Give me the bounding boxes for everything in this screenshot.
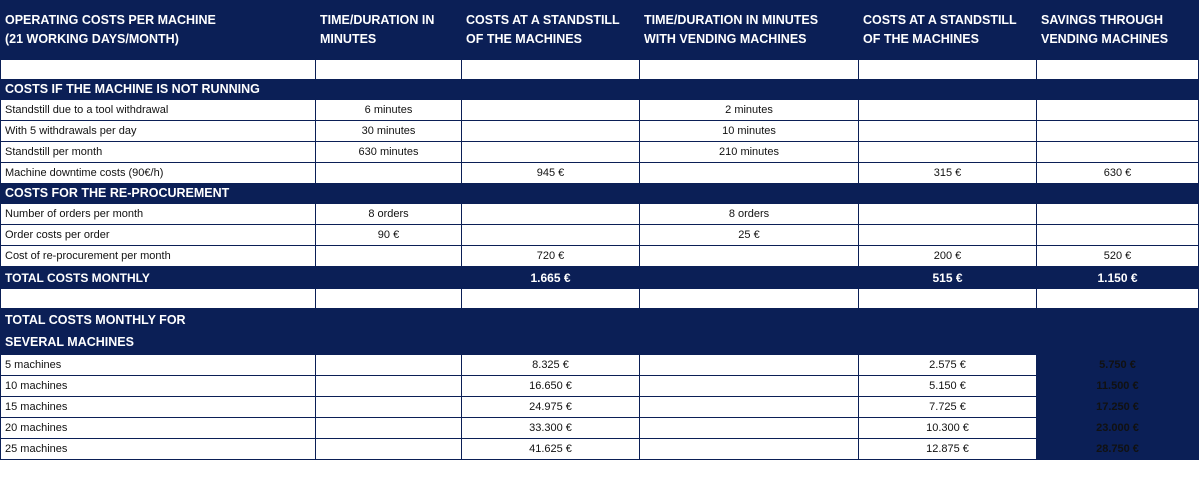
cell-time-vending: 8 orders (640, 204, 859, 225)
section-not-running-title: COSTS IF THE MACHINE IS NOT RUNNING (1, 80, 1199, 100)
cell-savings: 520 € (1037, 246, 1199, 267)
table-row (1, 246, 1199, 267)
row-label: Cost of re-procurement per month (1, 246, 316, 267)
cell-cost-vending (859, 225, 1037, 246)
section-heading (1, 184, 1199, 204)
cell-time-vending (640, 418, 859, 439)
cell-cost: 945 € (462, 163, 640, 184)
table-row (1, 121, 1199, 142)
row-label: With 5 withdrawals per day (1, 121, 316, 142)
row-label: Number of orders per month (1, 204, 316, 225)
cell-time (316, 376, 462, 397)
spacer-row (1, 289, 1199, 309)
cell-savings (1037, 225, 1199, 246)
cell-cost-vending: 12.875 € (859, 439, 1037, 460)
total-cost: 1.665 € (462, 267, 640, 289)
row-label: Standstill per month (1, 142, 316, 163)
row-label: 15 machines (1, 397, 316, 418)
cell-cost-vending: 5.150 € (859, 376, 1037, 397)
cell-cost-vending (859, 121, 1037, 142)
cell-time (316, 418, 462, 439)
spacer-row (1, 60, 1199, 80)
total-time-vending (640, 267, 859, 289)
cell-cost: 24.975 € (462, 397, 640, 418)
section-reprocurement-title: COSTS FOR THE RE-PROCUREMENT (1, 184, 1199, 204)
cell-time-vending (640, 439, 859, 460)
section-several-machines-title: TOTAL COSTS MONTHLY FOR SEVERAL MACHINES (1, 309, 1199, 355)
cell-cost (462, 204, 640, 225)
cell-cost (462, 121, 640, 142)
cell-savings: 5.750 € (1037, 355, 1199, 376)
table-row (1, 163, 1199, 184)
table-row (1, 225, 1199, 246)
cell-cost-vending: 315 € (859, 163, 1037, 184)
cell-time: 8 orders (316, 204, 462, 225)
cell-savings: 11.500 € (1037, 376, 1199, 397)
row-label: 20 machines (1, 418, 316, 439)
cell-cost: 33.300 € (462, 418, 640, 439)
row-label: 10 machines (1, 376, 316, 397)
cell-time (316, 355, 462, 376)
cell-savings: 17.250 € (1037, 397, 1199, 418)
header-operating-costs: OPERATING COSTS PER MACHINE (21 WORKING DAYS/MONTH) (1, 1, 316, 60)
row-label: Standstill due to a tool withdrawal (1, 100, 316, 121)
cell-time-vending (640, 397, 859, 418)
cell-savings: 630 € (1037, 163, 1199, 184)
table-row (1, 355, 1199, 376)
cell-cost-vending: 7.725 € (859, 397, 1037, 418)
cell-time: 6 minutes (316, 100, 462, 121)
header-standstill-costs-vending: COSTS AT A STANDSTILL OF THE MACHINES (859, 1, 1037, 60)
table-row (1, 439, 1199, 460)
cell-time-vending: 210 minutes (640, 142, 859, 163)
section-heading (1, 80, 1199, 100)
cell-cost-vending: 2.575 € (859, 355, 1037, 376)
table-row (1, 397, 1199, 418)
header-row (1, 1, 1199, 60)
cell-time (316, 246, 462, 267)
cell-cost-vending (859, 100, 1037, 121)
cell-cost (462, 142, 640, 163)
cell-time-vending (640, 355, 859, 376)
cell-time (316, 439, 462, 460)
total-savings: 1.150 € (1037, 267, 1199, 289)
header-standstill-costs: COSTS AT A STANDSTILL OF THE MACHINES (462, 1, 640, 60)
cell-cost-vending (859, 142, 1037, 163)
cell-savings (1037, 142, 1199, 163)
table-row (1, 204, 1199, 225)
cell-cost: 41.625 € (462, 439, 640, 460)
cell-savings (1037, 121, 1199, 142)
header-savings: SAVINGS THROUGH VENDING MACHINES (1037, 1, 1199, 60)
cell-cost-vending (859, 204, 1037, 225)
cell-cost (462, 100, 640, 121)
table-row (1, 376, 1199, 397)
cell-cost (462, 225, 640, 246)
cell-time (316, 397, 462, 418)
row-label: Machine downtime costs (90€/h) (1, 163, 316, 184)
cell-time-vending (640, 163, 859, 184)
total-label: TOTAL COSTS MONTHLY (1, 267, 316, 289)
cell-cost: 8.325 € (462, 355, 640, 376)
total-row (1, 267, 1199, 289)
header-time-vending: TIME/DURATION IN MINUTES WITH VENDING MACHINES (640, 1, 859, 60)
cell-time-vending: 10 minutes (640, 121, 859, 142)
table-row (1, 100, 1199, 121)
table-row (1, 418, 1199, 439)
cell-time (316, 163, 462, 184)
cell-time-vending: 25 € (640, 225, 859, 246)
cell-time: 90 € (316, 225, 462, 246)
cell-time-vending (640, 376, 859, 397)
cell-cost: 16.650 € (462, 376, 640, 397)
cell-cost: 720 € (462, 246, 640, 267)
cell-savings (1037, 204, 1199, 225)
total-time (316, 267, 462, 289)
total-cost-vending: 515 € (859, 267, 1037, 289)
header-time-duration: TIME/DURATION IN MINUTES (316, 1, 462, 60)
cell-cost-vending: 200 € (859, 246, 1037, 267)
cell-time-vending: 2 minutes (640, 100, 859, 121)
cell-savings: 23.000 € (1037, 418, 1199, 439)
row-label: Order costs per order (1, 225, 316, 246)
cell-time: 30 minutes (316, 121, 462, 142)
row-label: 25 machines (1, 439, 316, 460)
cell-savings (1037, 100, 1199, 121)
row-label: 5 machines (1, 355, 316, 376)
cell-savings: 28.750 € (1037, 439, 1199, 460)
cell-cost-vending: 10.300 € (859, 418, 1037, 439)
cell-time-vending (640, 246, 859, 267)
cell-time: 630 minutes (316, 142, 462, 163)
section-heading (1, 309, 1199, 355)
table-row (1, 142, 1199, 163)
